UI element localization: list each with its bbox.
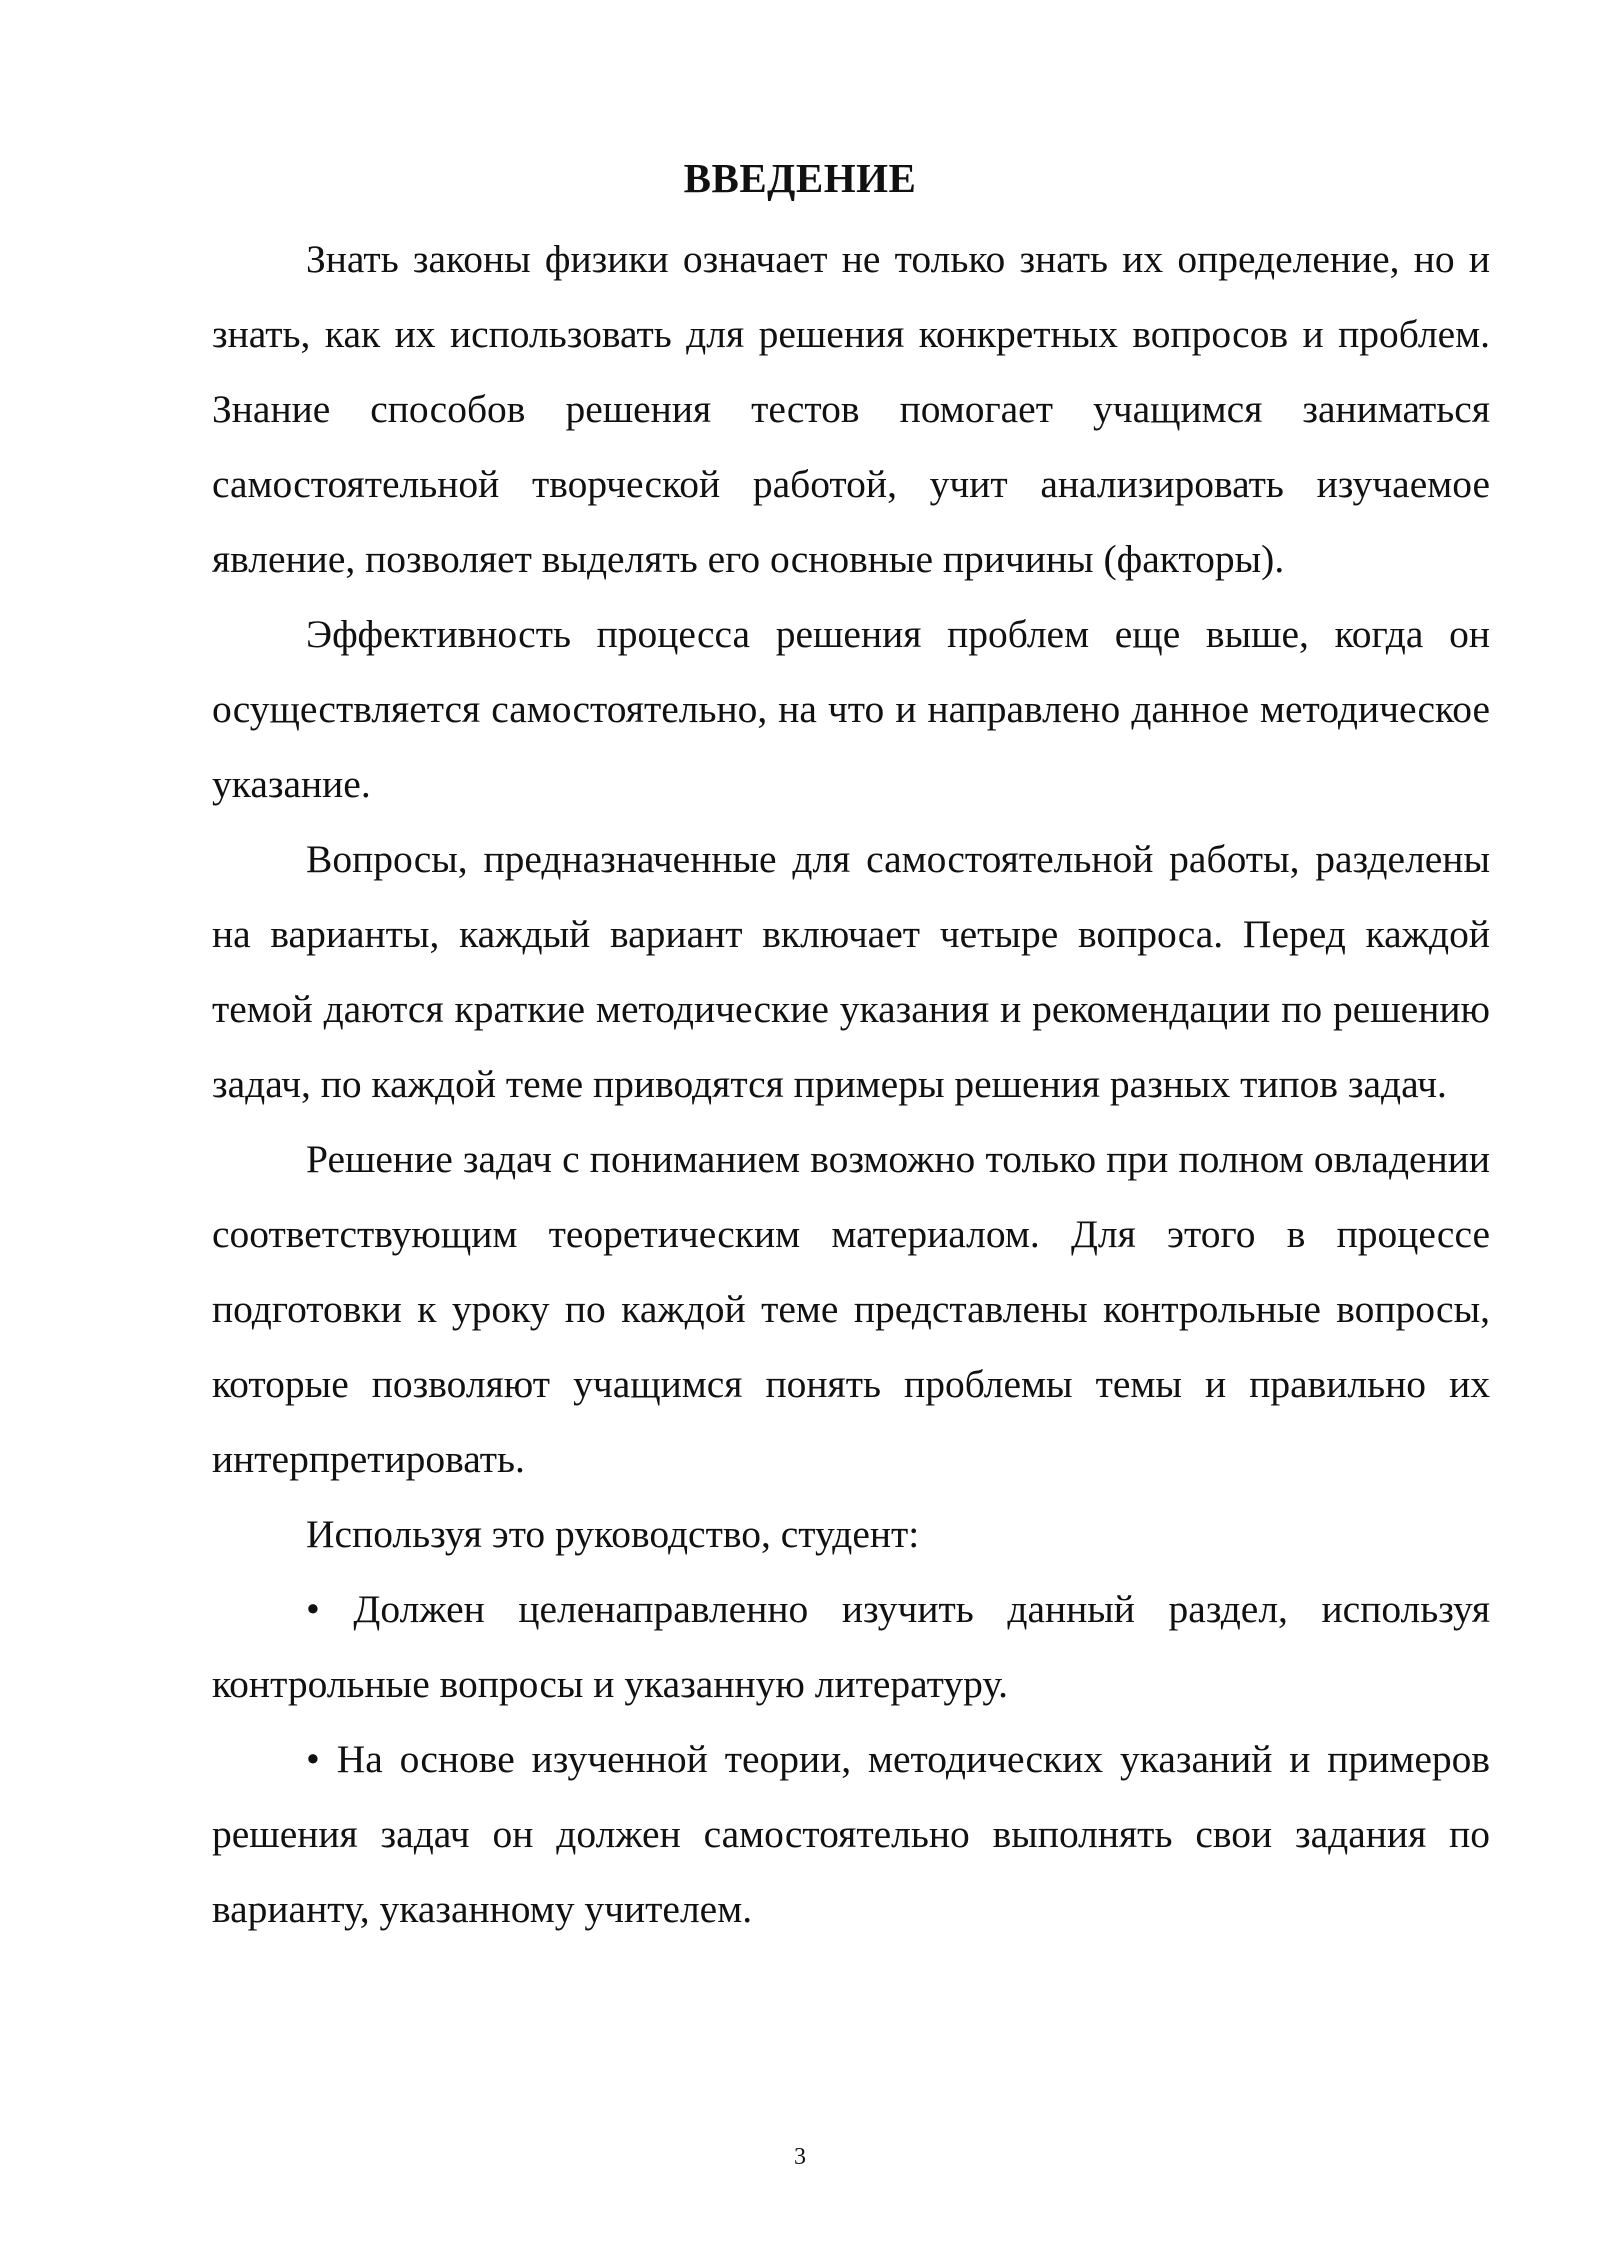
- bullet-paragraph: • На основе изученной теории, методических указаний и примеров решения задач он должен самостоятельно выполнять свои задания по варианту, указанному учителем.: [212, 1737, 1490, 1931]
- paragraph: Эффективность процесса решения проблем еще выше, когда он осуществляется самостоятельно, на что и направлено данное методическое указание.: [212, 612, 1490, 806]
- document-body: [212, 222, 1490, 1947]
- bullet-paragraph: • Должен целенаправленно изучить данный раздел, используя контрольные вопросы и указанную литературу.: [212, 1587, 1490, 1706]
- paragraph: Знать законы физики означает не только знать их определение, но и знать, как их использовать для решения конкретных вопросов и проблем. Знание способов решения тестов помогает учащимся заниматься самостоятельной творческой работой, учит анализировать изучаемое явление, позволяет выделять его основные причины (факторы).: [212, 237, 1490, 581]
- paragraph: Решение задач с пониманием возможно только при полном овладении соответствующим теоретическим материалом. Для этого в процессе подготовки к уроку по каждой теме представлены контрольные вопросы, которые позволяют учащимся понять проблемы темы и правильно их интерпретировать.: [212, 1137, 1490, 1481]
- section-heading: ВВЕДЕНИЕ: [683, 155, 917, 201]
- paragraph: Вопросы, предназначенные для самостоятельной работы, разделены на варианты, каждый вариант включает четыре вопроса. Перед каждой темой даются краткие методические указания и рекомендации по решению задач, по каждой теме приводятся примеры решения разных типов задач.: [212, 837, 1490, 1106]
- page-number: 3: [794, 2144, 806, 2170]
- paragraph: Используя это руководство, студент:: [306, 1512, 920, 1556]
